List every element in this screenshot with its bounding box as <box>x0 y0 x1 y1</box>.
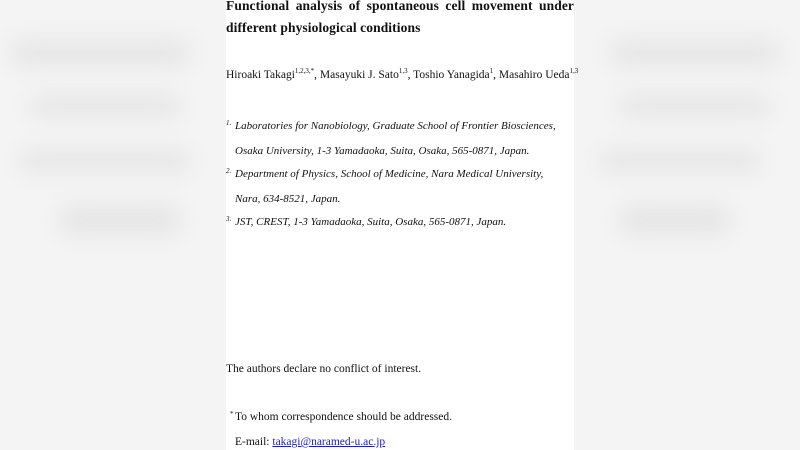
paper-title-line-1: Functional analysis of spontaneous cell movement under <box>226 0 574 13</box>
correspondence-note: To whom correspondence should be addressed. <box>235 411 452 423</box>
affiliation-marker: 3. <box>226 215 232 223</box>
affiliation-line: Laboratories for Nanobiology, Graduate School of Frontier Biosciences, <box>235 120 556 132</box>
correspondence-email-line <box>235 436 385 448</box>
author-separator: , <box>407 69 414 81</box>
author-affiliation-marker: 1,3 <box>569 67 579 75</box>
affiliation-line: Nara, 634-8521, Japan. <box>235 193 341 205</box>
affiliation-marker: 1. <box>226 119 232 127</box>
paper-title-line-2: different physiological conditions <box>226 20 421 35</box>
email-label: E-mail: <box>235 436 273 448</box>
author-separator: , <box>314 69 320 81</box>
author-affiliation-marker: 1,2,3,* <box>294 67 315 75</box>
affiliation-line: Osaka University, 1-3 Yamadaoka, Suita, Osaka, 565-0871, Japan. <box>235 145 530 157</box>
author-list <box>226 69 578 81</box>
author-name: Hiroaki Takagi <box>226 69 295 81</box>
conflict-of-interest-statement: The authors declare no conflict of interest. <box>226 363 422 375</box>
correspondence-marker: * <box>230 410 234 418</box>
author-separator: , <box>493 69 499 81</box>
email-link[interactable]: takagi@naramed-u.ac.jp <box>272 436 386 448</box>
affiliation-line: Department of Physics, School of Medicine, Nara Medical University, <box>235 168 544 180</box>
author-name: Masayuki J. Sato <box>319 69 399 81</box>
author-name: Masahiro Ueda <box>498 69 570 81</box>
affiliation-marker: 2. <box>226 167 232 175</box>
affiliation-line: JST, CREST, 1-3 Yamadaoka, Suita, Osaka, 565-0871, Japan. <box>235 216 507 228</box>
author-name: Toshio Yanagida <box>413 69 490 81</box>
author-affiliation-marker: 1 <box>489 67 494 75</box>
author-affiliation-marker: 1,3 <box>398 67 408 75</box>
